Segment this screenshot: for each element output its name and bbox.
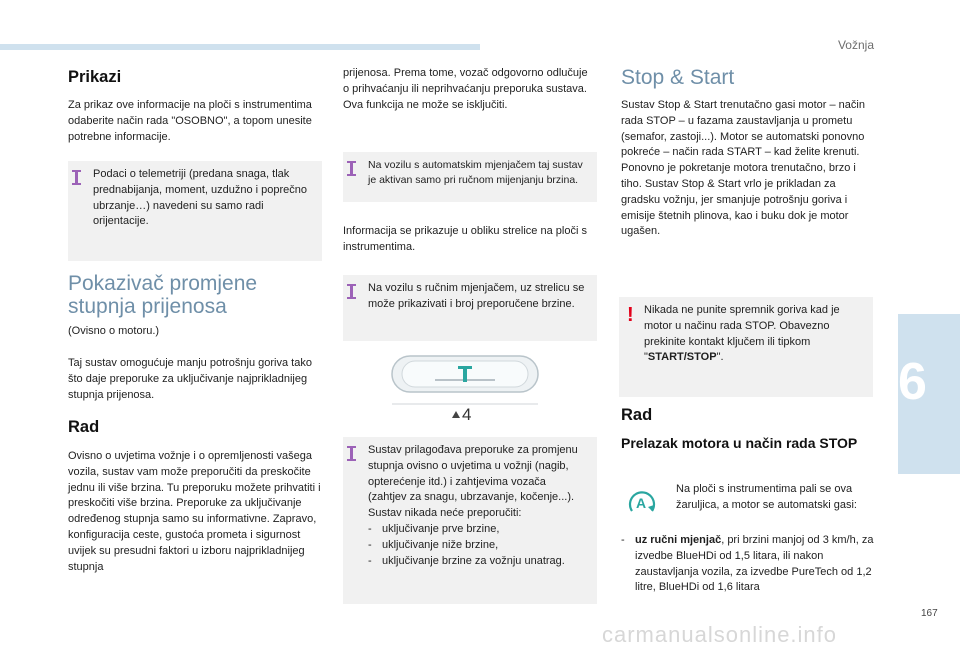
prikazi-paragraph: Za prikaz ove informacije na ploči s instrumentima odaberite način rada "OSOBNO", a topom unesite potrebne informacije. bbox=[68, 99, 312, 143]
adaptation-note-body bbox=[368, 443, 587, 569]
bullet-bold: uz ručni mjenjač bbox=[635, 534, 722, 546]
indicator-paragraph: Na ploči s instrumentima pali se ova žaruljica, a motor se automatski gasi: bbox=[676, 483, 857, 511]
manual-gearbox-note bbox=[343, 275, 597, 341]
info-icon bbox=[350, 284, 353, 299]
top-accent-bar bbox=[0, 44, 480, 50]
list-item: - uključivanje brzine za vožnju unatrag. bbox=[368, 554, 587, 570]
arrow-info-paragraph: Informacija se prikazuje u obliku strelice na ploči s instrumentima. bbox=[343, 225, 587, 253]
list-item bbox=[621, 533, 877, 596]
indicator-letter: A bbox=[636, 495, 647, 511]
prikazi-note bbox=[68, 161, 322, 261]
rad-heading: Rad bbox=[68, 418, 100, 436]
rad-heading-2: Rad bbox=[621, 406, 653, 424]
prikazi-heading: Prikazi bbox=[68, 68, 122, 86]
prikazi-note-text: Podaci o telemetriji (predana snaga, tlak prednabijanja, moment, uzdužno i poprečno ubrzanje…) navedeni su samo radi orijentacije. bbox=[93, 168, 308, 228]
bullet-text: , pri brzini manjoj od 3 km/h, za izvedbe BlueHDi od 1,5 litara, ili nakon zaustavljanja vozila, za izvedbe PureTech od 1,2 litre, BlueHDi od 1,6 litara bbox=[635, 534, 874, 594]
manual-gearbox-note-text: Na vozilu s ručnim mjenjačem, uz strelicu se može prikazivati i broj preporučene brzine. bbox=[368, 282, 585, 310]
auto-stop-indicator-icon bbox=[627, 487, 657, 517]
fuel-warning-text bbox=[644, 303, 863, 366]
gear-indicator-paragraph: Taj sustav omogućuje manju potrošnju goriva tako što daje preporuke za uključivanje najprikladnijeg stupnja prijenosa. bbox=[68, 357, 312, 401]
adaptation-note-lead: Sustav nikada neće preporučiti: bbox=[368, 507, 522, 520]
adaptation-list bbox=[368, 522, 587, 569]
warning-text-post: ". bbox=[716, 351, 724, 364]
continued-text-2: Ova funkcija ne može se isključiti. bbox=[343, 98, 508, 111]
manual-gearbox-bullet bbox=[621, 533, 877, 596]
info-icon bbox=[75, 170, 78, 185]
continued-paragraph bbox=[343, 66, 593, 113]
list-item: - uključivanje prve brzine, bbox=[368, 522, 587, 538]
watermark-text: carmanualsonline.info bbox=[602, 622, 838, 647]
stop-start-heading: Stop & Start bbox=[621, 66, 735, 89]
adaptation-note bbox=[343, 437, 597, 604]
stop-mode-subheading: Prelazak motora u način rada STOP bbox=[621, 435, 858, 451]
gear-indicator-illustration bbox=[390, 352, 540, 432]
section-title: Vožnja bbox=[837, 38, 874, 52]
stop-start-paragraph: Sustav Stop & Start trenutačno gasi motor – način rada STOP – u fazama zaustavljanja u prometu (semafor, zastoji...). Motor se automatski ponovno pokreće – način rada START – kad želite krenuti. Ponovno je pokretanje motora trenutačno, brzo i tiho. Sustav Stop & Start vrlo je prikladan za gradsku vožnju, jer smanjuje potrošnju goriva i emisije štetnih plinova, kao i buku dok je motor ugašen. bbox=[621, 99, 865, 238]
gear-indicator-heading: Pokazivač promjene stupnja prijenosa bbox=[68, 272, 258, 318]
start-stop-label: START/STOP bbox=[647, 351, 717, 364]
page-number: 167 bbox=[921, 608, 938, 619]
rad-paragraph: Ovisno o uvjetima vožnje i o opremljenosti vašega vozila, sustav vam može preporučiti da preskočite jednu ili više brzina. Tu preporuku možete prihvatiti i preskočiti više brzina. Preporuke za uključivanje određenog stupnja samo su informativne. Zapravo, konfiguracija ceste, gustoća prometa i sigurnost uvijek su presudni faktori u izboru najprikladnijeg stupnja bbox=[68, 450, 321, 573]
recommended-gear-number: 4 bbox=[462, 405, 472, 424]
upshift-arrow-stem bbox=[463, 366, 467, 382]
bullet-list bbox=[621, 533, 877, 596]
adaptation-note-intro: Sustav prilagođava preporuke za promjenu stupnja ovisno o uvjetima u vožnji (nagib, opterećenje itd.) i zahtjevima vozača (zahtjev za snagu, ubrzavanje, kočenje...). bbox=[368, 444, 578, 504]
info-icon bbox=[350, 446, 353, 461]
warning-text-pre: Nikada ne punite spremnik goriva kad je motor u načinu rada STOP. Obavezno prekinite kontakt ključem ili tipkom " bbox=[644, 304, 840, 364]
info-icon bbox=[350, 161, 353, 176]
chapter-number: 6 bbox=[898, 353, 927, 411]
list-item: - uključivanje niže brzine, bbox=[368, 538, 587, 554]
up-arrow-icon bbox=[452, 411, 460, 418]
fuel-warning-note bbox=[619, 297, 873, 397]
automatic-gearbox-note bbox=[343, 152, 597, 202]
continued-text: prijenosa. Prema tome, vozač odgovorno odlučuje o prihvaćanju ili neprihvaćanju preporuka sustava. bbox=[343, 67, 588, 95]
automatic-gearbox-note-text: Na vozilu s automatskim mjenjačem taj sustav je aktivan samo pri ručnom mijenjanju brzina. bbox=[368, 159, 583, 186]
gear-indicator-subtitle: (Ovisno o motoru.) bbox=[68, 325, 160, 337]
warning-icon: ! bbox=[627, 304, 634, 326]
